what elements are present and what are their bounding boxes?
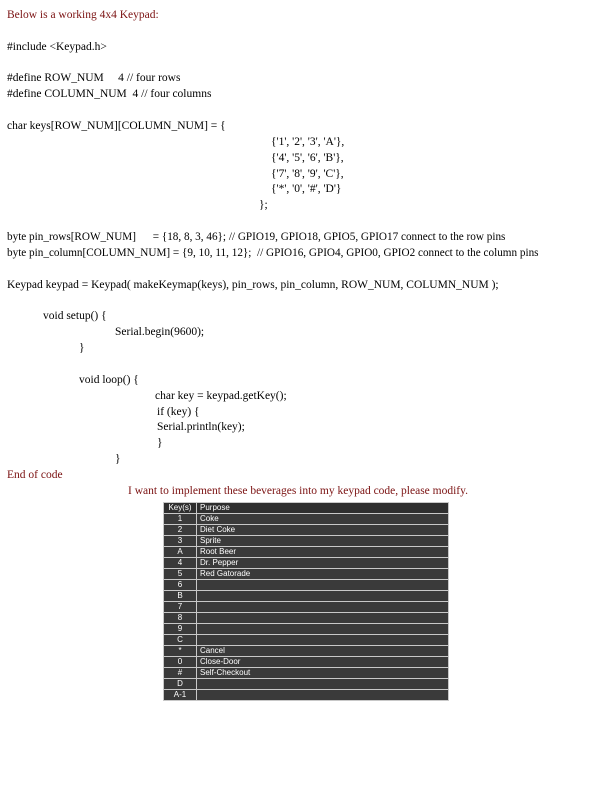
code-keys-decl: char keys[ROW_NUM][COLUMN_NUM] = { [7,120,226,132]
header-keys: Key(s) [164,503,197,514]
table-row [164,668,449,679]
table-row [164,613,449,624]
row-purpose-cell: Red Gatorade [197,569,449,580]
code-println: Serial.println(key); [157,421,245,433]
table-body [164,514,449,701]
beverage-key-table [163,502,449,701]
code-keys-row2: {'4', '5', '6', 'B'}, [271,152,344,164]
row-key-cell: # [164,668,197,679]
table-row [164,536,449,547]
table-row [164,657,449,668]
row-purpose-cell [197,580,449,591]
row-key-cell: 0 [164,657,197,668]
row-purpose-cell [197,635,449,646]
row-key-cell: * [164,646,197,657]
table-row [164,690,449,701]
row-key-cell: 6 [164,580,197,591]
row-key-cell: B [164,591,197,602]
row-purpose-cell: Cancel [197,646,449,657]
row-purpose-cell [197,602,449,613]
code-serial-begin: Serial.begin(9600); [115,326,205,338]
row-purpose-cell [197,679,449,690]
code-if-key: if (key) { [157,406,200,418]
code-define-row: #define ROW_NUM 4 // four rows [7,72,181,84]
row-purpose-cell: Root Beer [197,547,449,558]
row-key-cell: 9 [164,624,197,635]
code-setup-open: void setup() { [43,310,107,322]
code-loop-open: void loop() { [79,374,139,386]
row-key-cell: 8 [164,613,197,624]
row-key-cell: 1 [164,514,197,525]
code-keys-row3: {'7', '8', '9', 'C'}, [271,168,344,180]
table-row [164,558,449,569]
intro-text: Below is a working 4x4 Keypad: [7,9,159,21]
table-row [164,646,449,657]
table-row [164,514,449,525]
table-row [164,547,449,558]
code-keys-close: }; [259,199,268,211]
table-row [164,602,449,613]
row-key-cell: C [164,635,197,646]
table-row [164,679,449,690]
code-if-close: } [157,437,163,449]
row-key-cell: 7 [164,602,197,613]
table-row [164,580,449,591]
row-key-cell: 3 [164,536,197,547]
end-of-code-text: End of code [7,469,63,481]
table-row [164,624,449,635]
code-loop-close: } [115,453,121,465]
code-keys-row1: {'1', '2', '3', 'A'}, [271,136,345,148]
row-purpose-cell [197,690,449,701]
table-row [164,591,449,602]
header-purpose: Purpose [197,503,449,514]
row-key-cell: 2 [164,525,197,536]
row-key-cell: A [164,547,197,558]
code-pin-rows: byte pin_rows[ROW_NUM] = {18, 8, 3, 46}; // GPIO19, GPIO18, GPIO5, GPIO17 connect to the row pins [7,231,506,243]
row-purpose-cell: Diet Coke [197,525,449,536]
code-pin-column: byte pin_column[COLUMN_NUM] = {9, 10, 11, 12}; // GPIO16, GPIO4, GPIO0, GPIO2 connect to the column pins [7,247,539,259]
row-key-cell: A-1 [164,690,197,701]
table-row [164,635,449,646]
code-getkey: char key = keypad.getKey(); [155,390,287,402]
code-keys-row4: {'*', '0', '#', 'D'} [271,183,342,195]
row-purpose-cell: Coke [197,514,449,525]
row-purpose-cell [197,624,449,635]
table-header-row [164,503,449,514]
table-row [164,525,449,536]
code-include: #include <Keypad.h> [7,41,107,53]
code-setup-close: } [79,342,85,354]
row-purpose-cell: Sprite [197,536,449,547]
code-define-col: #define COLUMN_NUM 4 // four columns [7,88,212,100]
row-purpose-cell [197,613,449,624]
row-key-cell: D [164,679,197,690]
row-key-cell: 4 [164,558,197,569]
table-row [164,569,449,580]
row-purpose-cell: Dr. Pepper [197,558,449,569]
request-text: I want to implement these beverages into my keypad code, please modify. [128,485,468,497]
row-purpose-cell: Self-Checkout [197,668,449,679]
row-key-cell: 5 [164,569,197,580]
row-purpose-cell [197,591,449,602]
row-purpose-cell: Close-Door [197,657,449,668]
code-keypad-decl: Keypad keypad = Keypad( makeKeymap(keys), pin_rows, pin_column, ROW_NUM, COLUMN_NUM ); [7,279,499,291]
